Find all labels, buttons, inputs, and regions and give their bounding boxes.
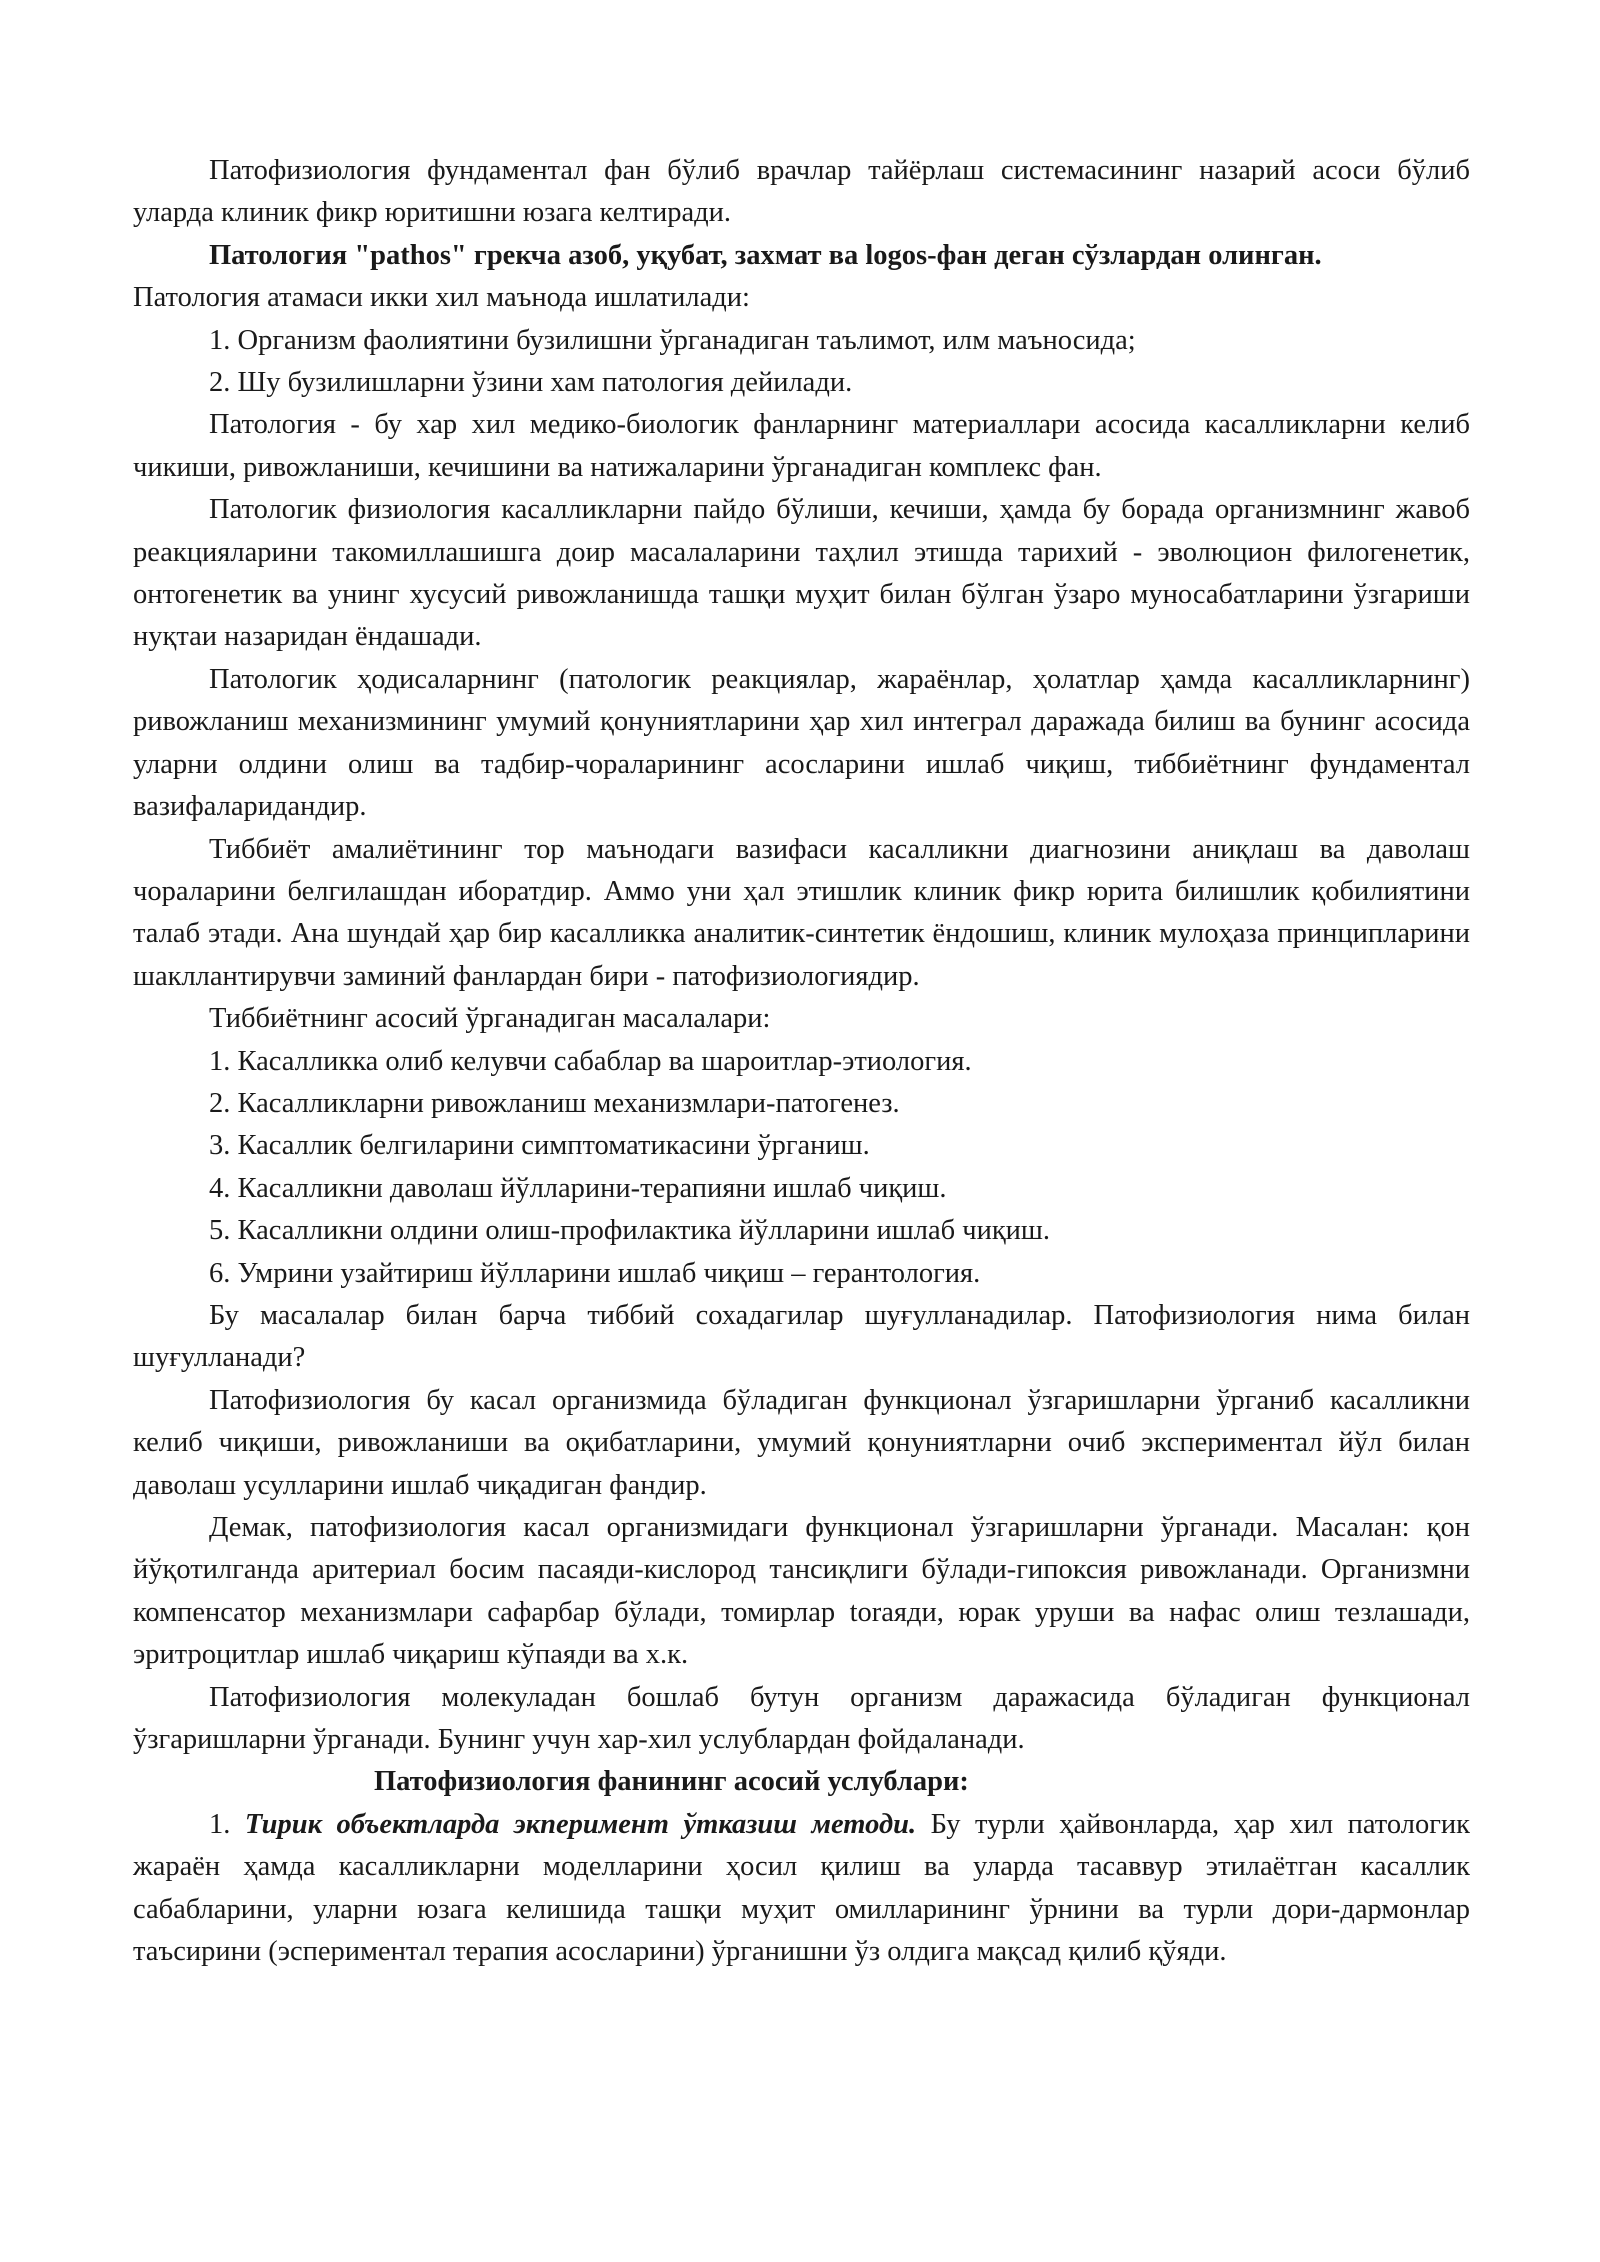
paragraph-pathology-meanings: Патология атамаси икки хил маънода ишлатилади: [133,282,750,314]
paragraph-example: Демак, патофизиология касал организмидаги функционал ўзгаришларни ўрганади. Масалан: қон йўқотилганда аритериал босим пасаяди-кислород тансиқлиги бўлади-гипоксия ривожланади. Организмни компенсатор механизмлари сафарбар бўлади, томирлар torаяди, юрак уруши ва нафас олиш тезлашади, эритроцитлар ишлаб чиқариш кўпаяди ва х.к. [133,1512,1470,1671]
paragraph-pathophysiology-definition: Патофизиология бу касал организмида бўладиган функционал ўзгаришларни ўрганиб касалликни келиб чиқиши, ривожланиши ва оқибатларини, умумий қонуниятларни очиб экспериментал йўл билан даволаш усулларини ишлаб чиқадиган фандир. [133,1384,1470,1501]
method-title: Тирик объектларда экперимент ўтказиш методи. [244,1808,917,1840]
list-item: 4. Касалликни даволаш йўлларини-терапияни ишлаб чиқиш. [209,1172,947,1204]
paragraph-pathology-complex: Патология - бу хар хил медико-биологик фанларнинг материаллари асосида касалликларни келиб чикиши, ривожланиши, кечишини ва натижаларини ўрганадиган комплекс фан. [133,409,1470,483]
paragraph-pathological-phenomena: Патологик ҳодисаларнинг (патологик реакциялар, жараёнлар, ҳолатлар ҳамда касалликларнинг) ривожланиш механизмининг умумий қонуниятларини ҳар хил интеграл даражада билиш ва бунинг асосида уларни олдини олиш ва тадбир-чораларининг асосларини ишлаб чиқиш, тиббиётнинг фундаментал вазифаларидандир. [133,663,1470,823]
paragraph-medicine-issues: Тиббиётнинг асосий ўрганадиган масалалари: [209,1003,771,1035]
section-heading: Патофизиология фанининг асосий услублари: [374,1766,969,1798]
list-item: 2. Касалликларни ривожланиш механизмлари-патогенез. [209,1087,900,1119]
list-item: 6. Умрини узайтириш йўлларини ишлаб чиқиш – герантология. [209,1257,981,1289]
paragraph-levels: Патофизиология молекуладан бошлаб бутун организм даражасида бўладиган функционал ўзгаришларни ўрганади. Бунинг учун хар-хил услублардан фойдаланади. [133,1681,1470,1756]
paragraph-pathology-definition: Патология "pathos" грекча азоб, уқубат, захмат ва logos-фан деган сўзлардан олинган. [209,239,1322,271]
paragraph-pathological-physiology: Патологик физиология касалликларни пайдо бўлиши, кечиши, ҳамда бу борада организмнинг жавоб реакцияларини такомиллашишга доир масалаларини таҳлил этишда тарихий - эволюцион филогенетик, онтогенетик ва унинг хусусий ривожланишда ташқи муҳит билан бўлган ўзаро муносабатларини ўзгариши нуқтаи назаридан ёндашади. [133,494,1470,653]
paragraph-question: Бу масалалар билан барча тиббий сохадагилар шуғулланадилар. Патофизиология нима билан шуғулланади? [133,1299,1470,1374]
list-item: 3. Касаллик белгиларини симптоматикасини ўрганиш. [209,1130,870,1162]
paragraph-medical-practice: Тиббиёт амалиётининг тор маънодаги вазифаси касалликни диагнозини аниқлаш ва даволаш чораларини белгилашдан иборатдир. Аммо уни ҳал этишлик клиник фикр юрита билишлик қобилиятини талаб этади. Ана шундай ҳар бир касалликка аналитик-синтетик ёндошиш, клиник мулоҳаза принципларини шакллантирувчи заминий фанлардан бири - патофизиологиядир. [133,833,1470,992]
method-description: Бу турли ҳайвонларда, ҳар хил патологик жараён ҳамда касалликларни моделларини ҳосил қилиш ва уларда тасаввур этилаётган касаллик сабабларини, уларни юзага келишида ташқи муҳит омилларининг ўрнини ва турли дори-дармонлар таъсирини (эспериментал терапия асосларини) ўрганишни ўз олдига мақсад қилиб қўяди. [133,1808,1471,1968]
list-item: 1. Касалликка олиб келувчи сабаблар ва шароитлар-этиология. [209,1045,972,1077]
list-item: 5. Касалликни олдини олиш-профилактика йўлларини ишлаб чиқиш. [209,1215,1051,1247]
meaning-item-1: 1. Организм фаолиятини бузилишни ўрганадиган таълимот, илм маъносида; [209,324,1136,356]
meaning-item-2: 2. Шу бузилишларни ўзини хам патология дейилади. [209,367,853,399]
paragraph-method-1 [133,1804,1470,1974]
document-page [133,150,1470,1973]
method-number: 1. [209,1808,231,1840]
paragraph-intro: Патофизиология фундаментал фан бўлиб врачлар тайёрлаш системасининг назарий асоси бўлиб уларда клиник фикр юритишни юзага келтиради. [133,155,1470,229]
